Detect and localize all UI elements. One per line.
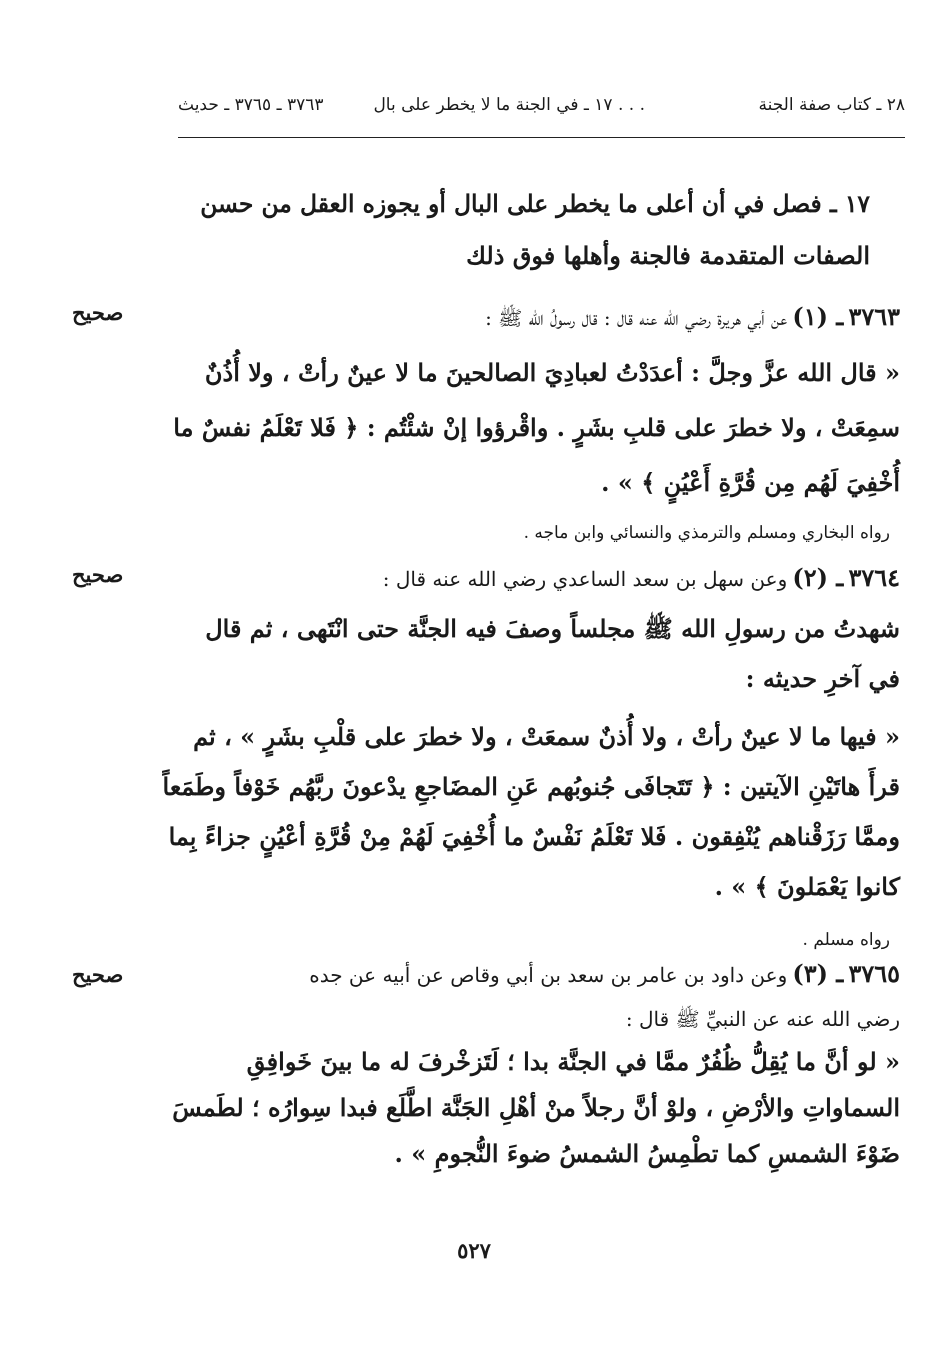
chapter-heading-line: الصفات المتقدمة فالجنة وأهلها فوق ذلك (466, 241, 870, 270)
hadith-3763 (80, 292, 900, 556)
hadith-text-line: في آخرِ حديثه : (745, 664, 900, 693)
hadith-intro-text: عن أبي هريرة رضي الله عنه قال : قال رسولُ الله ﷺ : (485, 306, 788, 330)
hadith-3764 (80, 555, 900, 968)
hadith-intro: ٣٧٦٣ ـ (١) عن أبي هريرة رضي الله عنه قال : قال رسولُ الله ﷺ : (485, 302, 900, 331)
hadith-sequence: (٣) (792, 959, 828, 988)
header-rule (178, 137, 905, 138)
hadith-text-line: ضَوْءَ الشمسِ كما تطْمِسُ الشمسُ ضوءَ النُّجومِ » . (394, 1139, 900, 1168)
running-header (178, 95, 905, 125)
header-chapter-title: ١٧ ـ في الجنة ما لا يخطر على بال . . . (373, 95, 645, 115)
chapter-heading (200, 178, 870, 282)
hadith-intro-text: وعن داود بن عامر بن سعد بن أبي وقاص عن أبيه عن جده (309, 963, 788, 987)
hadith-text-line: « قال الله عزَّ وجلَّ : أعدَدْتُ لعبادِيَ الصالحينَ ما لا عينٌ رأتْ ، ولا أُذُنٌ (204, 358, 900, 387)
hadith-grade: صحيح (72, 562, 124, 587)
header-hadith-range: ٣٧٦٣ ـ ٣٧٦٥ ـ حديث (178, 95, 324, 115)
hadith-text-line: شهدتُ من رسولِ الله ﷺ مجلساً وصفَ فيه الجنَّة حتى انْتَهى ، ثم قال (205, 614, 900, 643)
hadith-source: رواه البخاري ومسلم والترمذي والنسائي وابن ماجه . (523, 523, 890, 543)
hadith-text-line: السماواتِ والأرْضِ ، ولوْ أنَّ رجلاً منْ أهْلِ الجَنَّة اطَّلَع فبدا سِوارُه ؛ لطَمسَ (172, 1093, 900, 1122)
hadith-text-line: أُخْفِيَ لَهُم مِن قُرَّةِ أَعْيُنٍ ﴾ » . (601, 468, 900, 497)
hadith-intro-text: وعن سهل بن سعد الساعدي رضي الله عنه قال : (382, 567, 788, 591)
hadith-text-line: كانوا يَعْمَلونَ ﴾ » . (714, 872, 900, 901)
hadith-intro: ٣٧٦٤ ـ (٢) وعن سهل بن سعد الساعدي رضي الله عنه قال : (382, 563, 900, 592)
hadith-sequence: (١) (792, 302, 828, 331)
hadith-text-line: « فيها ما لا عينٌ رأتْ ، ولا أُذنٌ سمعَتْ ، ولا خطرَ على قلْبِ بشَرٍ » ، ثم (193, 722, 900, 751)
hadith-number: ٣٧٦٣ (848, 302, 900, 331)
header-book-title: ٢٨ ـ كتاب صفة الجنة (758, 95, 905, 115)
hadith-text-line: وممَّا رَزَقْناهم يُنْفِقون . فَلا تَعْلَمُ نَفْسٌ ما أُخْفِيَ لَهُمْ مِنْ قُرَّةِ أعْيُنٍ جزاءً بِما (168, 822, 900, 851)
hadith-grade: صحيح (72, 300, 124, 325)
hadith-intro-continuation: رضي الله عنه عن النبيِّ ﷺ قال : (625, 1007, 900, 1031)
hadith-number: ٣٧٦٤ (848, 563, 900, 592)
hadith-3765 (80, 952, 900, 1177)
hadith-text-line: قرأَ هاتَيْنِ الآيتين : ﴿ تَتَجافَى جُنوبُهم عَنِ المضَاجعِ يدْعونَ ربَّهُم خَوْفاً وطَمَعاً (162, 772, 900, 801)
hadith-sequence: (٢) (792, 563, 828, 592)
hadith-number: ٣٧٦٥ (848, 959, 900, 988)
page-number: ٥٢٧ (457, 1238, 491, 1263)
hadith-intro: ٣٧٦٥ ـ (٣) وعن داود بن عامر بن سعد بن أبي وقاص عن أبيه عن جده (309, 959, 900, 988)
hadith-text-line: « لو أنَّ ما يُقِلُّ ظُفُرٌ ممَّا في الجنَّة بدا ؛ لَتَزخْرفَ له ما بينَ خَوافِقِ (246, 1047, 900, 1076)
hadith-grade: صحيح (72, 962, 124, 987)
hadith-text-line: سمِعَتْ ، ولا خطرَ على قلبِ بشَرٍ . واقْرؤوا إنْ شئْتُم : ﴿ فَلا تَعْلَمُ نفسٌ ما (173, 413, 900, 442)
hadith-source: رواه مسلم . (802, 930, 890, 950)
chapter-heading-line: ١٧ ـ فصل في أن أعلى ما يخطر على البال أو يجوزه العقل من حسن (200, 189, 870, 218)
